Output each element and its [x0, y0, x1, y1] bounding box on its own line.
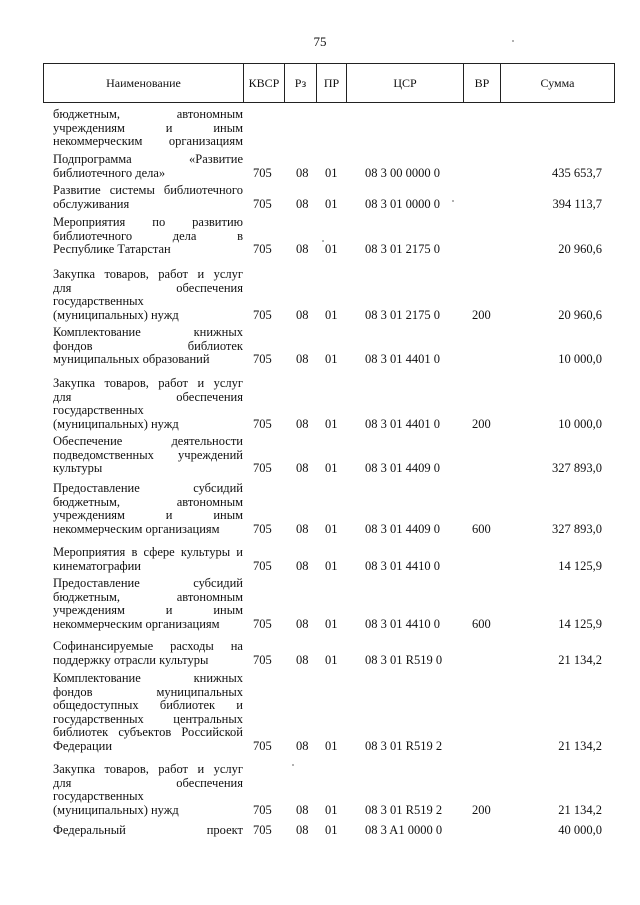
row-sum: 327 893,0 — [552, 521, 602, 536]
row-vr: 200 — [472, 416, 491, 431]
scan-speck — [452, 200, 454, 202]
row-vr: 200 — [472, 802, 491, 817]
row-csr: 08 3 01 R519 2 — [365, 738, 443, 753]
row-rz: 08 — [296, 823, 309, 837]
row-rz: 08 — [296, 558, 309, 573]
row-csr: 08 3 01 4401 0 — [365, 352, 440, 366]
row-name-line: Комплектование книжных — [53, 671, 243, 685]
row-name-line: Обеспечение деятельности — [53, 434, 243, 448]
row-sum: 21 134,2 — [558, 738, 602, 753]
row-name — [53, 108, 243, 149]
row-name-line: Мероприятия по развитию — [53, 215, 243, 229]
row-sum: 20 960,6 — [558, 242, 602, 256]
row-kvsr: 705 — [253, 307, 272, 322]
row-csr: 08 3 00 0000 0 — [365, 165, 440, 180]
row-kvsr: 705 — [253, 802, 272, 817]
row-name — [53, 482, 243, 536]
scan-speck — [292, 764, 294, 766]
row-name-line: (муниципальных) нужд — [53, 802, 179, 817]
row-name — [53, 184, 243, 211]
row-sum: 14 125,9 — [558, 616, 602, 631]
row-name — [53, 546, 243, 573]
row-name-line: культуры — [53, 461, 103, 475]
row-kvsr: 705 — [253, 558, 272, 573]
row-name-line: Мероприятия в сфере культуры и — [53, 545, 243, 559]
row-name-line: Предоставление субсидий — [53, 576, 243, 590]
row-name-line: учреждениям и иным — [53, 120, 243, 135]
row-name-line: (муниципальных) нужд — [53, 307, 179, 322]
row-csr: 08 3 A1 0000 0 — [365, 823, 443, 837]
row-name-line: учреждениям и иным — [53, 603, 243, 617]
row-name-line: Софинансируемые расходы на — [53, 639, 243, 653]
row-name-line: бюджетным, автономным — [53, 107, 243, 121]
row-name — [53, 216, 243, 257]
row-vr: 200 — [472, 307, 491, 322]
row-kvsr: 705 — [253, 616, 272, 631]
row-rz: 08 — [296, 738, 309, 753]
row-pr: 01 — [325, 652, 338, 667]
row-name-line: Развитие системы библиотечного — [53, 183, 243, 197]
row-kvsr: 705 — [253, 652, 272, 667]
row-rz: 08 — [296, 352, 309, 366]
row-name-line: для обеспечения — [53, 775, 243, 790]
row-sum: 21 134,2 — [558, 802, 602, 817]
row-name-line: учреждениям и иным — [53, 508, 243, 522]
row-csr: 08 3 01 2175 0 — [365, 307, 440, 322]
row-name — [53, 268, 243, 322]
header-sum: Сумма — [540, 75, 575, 90]
row-name-line: общедоступных библиотек и — [53, 698, 243, 712]
row-name-line: бюджетным, автономным — [53, 589, 243, 604]
row-name-line: Закупка товаров, работ и услуг — [53, 267, 243, 281]
row-name-line: Закупка товаров, работ и услуг — [53, 376, 243, 390]
row-kvsr: 705 — [253, 738, 272, 753]
row-kvsr: 705 — [253, 196, 272, 211]
row-sum: 10 000,0 — [558, 416, 602, 431]
row-name-line: (муниципальных) нужд — [53, 416, 179, 431]
row-name-line: Федерации — [53, 738, 113, 753]
row-name-line: некоммерческим организациям — [53, 521, 220, 536]
row-kvsr: 705 — [253, 165, 272, 180]
row-rz: 08 — [296, 461, 309, 475]
row-vr: 600 — [472, 521, 491, 536]
row-name — [53, 640, 243, 667]
row-name-line: Предоставление субсидий — [53, 481, 243, 495]
row-name-line: кинематографии — [53, 558, 142, 573]
header-vr: ВР — [464, 64, 501, 102]
row-pr: 01 — [325, 616, 338, 631]
row-pr: 01 — [325, 165, 338, 180]
row-name — [53, 326, 243, 367]
row-name — [53, 824, 243, 838]
row-csr: 08 3 01 R519 2 — [365, 802, 443, 817]
page-number: 75 — [313, 34, 327, 49]
row-pr: 01 — [325, 416, 338, 431]
row-name-line: государственных — [53, 294, 144, 308]
row-csr: 08 3 01 2175 0 — [365, 242, 440, 256]
row-name — [53, 763, 243, 817]
row-csr: 08 3 01 4401 0 — [365, 416, 440, 431]
row-pr: 01 — [325, 558, 338, 573]
row-name-line: подведомственных учреждений — [53, 447, 243, 462]
row-sum: 14 125,9 — [558, 558, 602, 573]
row-pr: 01 — [325, 242, 338, 256]
row-rz: 08 — [296, 521, 309, 536]
row-name-line: бюджетным, автономным — [53, 494, 243, 509]
row-pr: 01 — [325, 823, 338, 837]
row-csr: 08 3 01 4410 0 — [365, 616, 440, 631]
row-name-line: некоммерческим организациям — [53, 616, 220, 631]
row-sum: 10 000,0 — [558, 352, 602, 366]
row-kvsr: 705 — [253, 242, 272, 256]
row-sum: 40 000,0 — [558, 823, 602, 837]
row-rz: 08 — [296, 307, 309, 322]
header-csr: ЦСР — [347, 64, 464, 102]
row-csr: 08 3 01 0000 0 — [365, 196, 440, 211]
row-csr: 08 3 01 4409 0 — [365, 521, 440, 536]
row-vr: 600 — [472, 616, 491, 631]
row-name-line: Подпрограмма «Развитие — [53, 152, 243, 166]
header-name: Наименование — [44, 64, 244, 102]
row-csr: 08 3 01 4409 0 — [365, 461, 440, 475]
row-rz: 08 — [296, 416, 309, 431]
row-rz: 08 — [296, 165, 309, 180]
row-kvsr: 705 — [253, 823, 272, 837]
row-name-line: государственных центральных — [53, 711, 243, 726]
row-rz: 08 — [296, 802, 309, 817]
row-pr: 01 — [325, 802, 338, 817]
row-name-line: Федеральный проект — [53, 823, 243, 837]
row-name-line: обслуживания — [53, 196, 130, 211]
row-name-line: библиотечного дела» — [53, 165, 166, 180]
row-name-line: библиотек субъектов Российской — [53, 725, 243, 739]
row-pr: 01 — [325, 196, 338, 211]
row-name-line: муниципальных образований — [53, 352, 210, 366]
row-sum: 327 893,0 — [552, 461, 602, 475]
row-csr: 08 3 01 4410 0 — [365, 558, 440, 573]
row-csr: 08 3 01 R519 0 — [365, 652, 443, 667]
row-rz: 08 — [296, 616, 309, 631]
row-name — [53, 672, 243, 753]
scan-speck — [512, 40, 514, 42]
row-name — [53, 153, 243, 180]
row-pr: 01 — [325, 461, 338, 475]
row-sum: 21 134,2 — [558, 652, 602, 667]
row-pr: 01 — [325, 352, 338, 366]
row-rz: 08 — [296, 652, 309, 667]
row-name-line: для обеспечения — [53, 280, 243, 295]
row-name-line: некоммерческим организациям — [53, 134, 243, 148]
row-rz: 08 — [296, 196, 309, 211]
row-sum: 394 113,7 — [552, 196, 602, 211]
row-kvsr: 705 — [253, 352, 272, 366]
row-sum: 435 653,7 — [552, 165, 602, 180]
header-rz: Рз — [285, 64, 317, 102]
header-kvsr: КВСР — [244, 64, 285, 102]
row-name-line: Республике Татарстан — [53, 242, 171, 256]
row-name — [53, 435, 243, 476]
row-name-line: Комплектование книжных — [53, 325, 243, 339]
row-sum: 20 960,6 — [558, 307, 602, 322]
row-name-line: Закупка товаров, работ и услуг — [53, 762, 243, 776]
row-name-line: библиотечного дела в — [53, 228, 243, 243]
row-name-line: фондов муниципальных — [53, 684, 243, 699]
row-name-line: для обеспечения — [53, 389, 243, 404]
row-pr: 01 — [325, 307, 338, 322]
header-pr: ПР — [317, 64, 347, 102]
row-rz: 08 — [296, 242, 309, 256]
row-name-line: фондов библиотек — [53, 338, 243, 353]
row-name-line: государственных — [53, 789, 144, 803]
row-name — [53, 577, 243, 631]
row-pr: 01 — [325, 521, 338, 536]
row-kvsr: 705 — [253, 416, 272, 431]
scan-speck — [322, 240, 324, 242]
row-kvsr: 705 — [253, 521, 272, 536]
row-name-line: поддержку отрасли культуры — [53, 652, 209, 667]
row-name — [53, 377, 243, 431]
row-kvsr: 705 — [253, 461, 272, 475]
row-pr: 01 — [325, 738, 338, 753]
row-name-line: государственных — [53, 403, 144, 417]
